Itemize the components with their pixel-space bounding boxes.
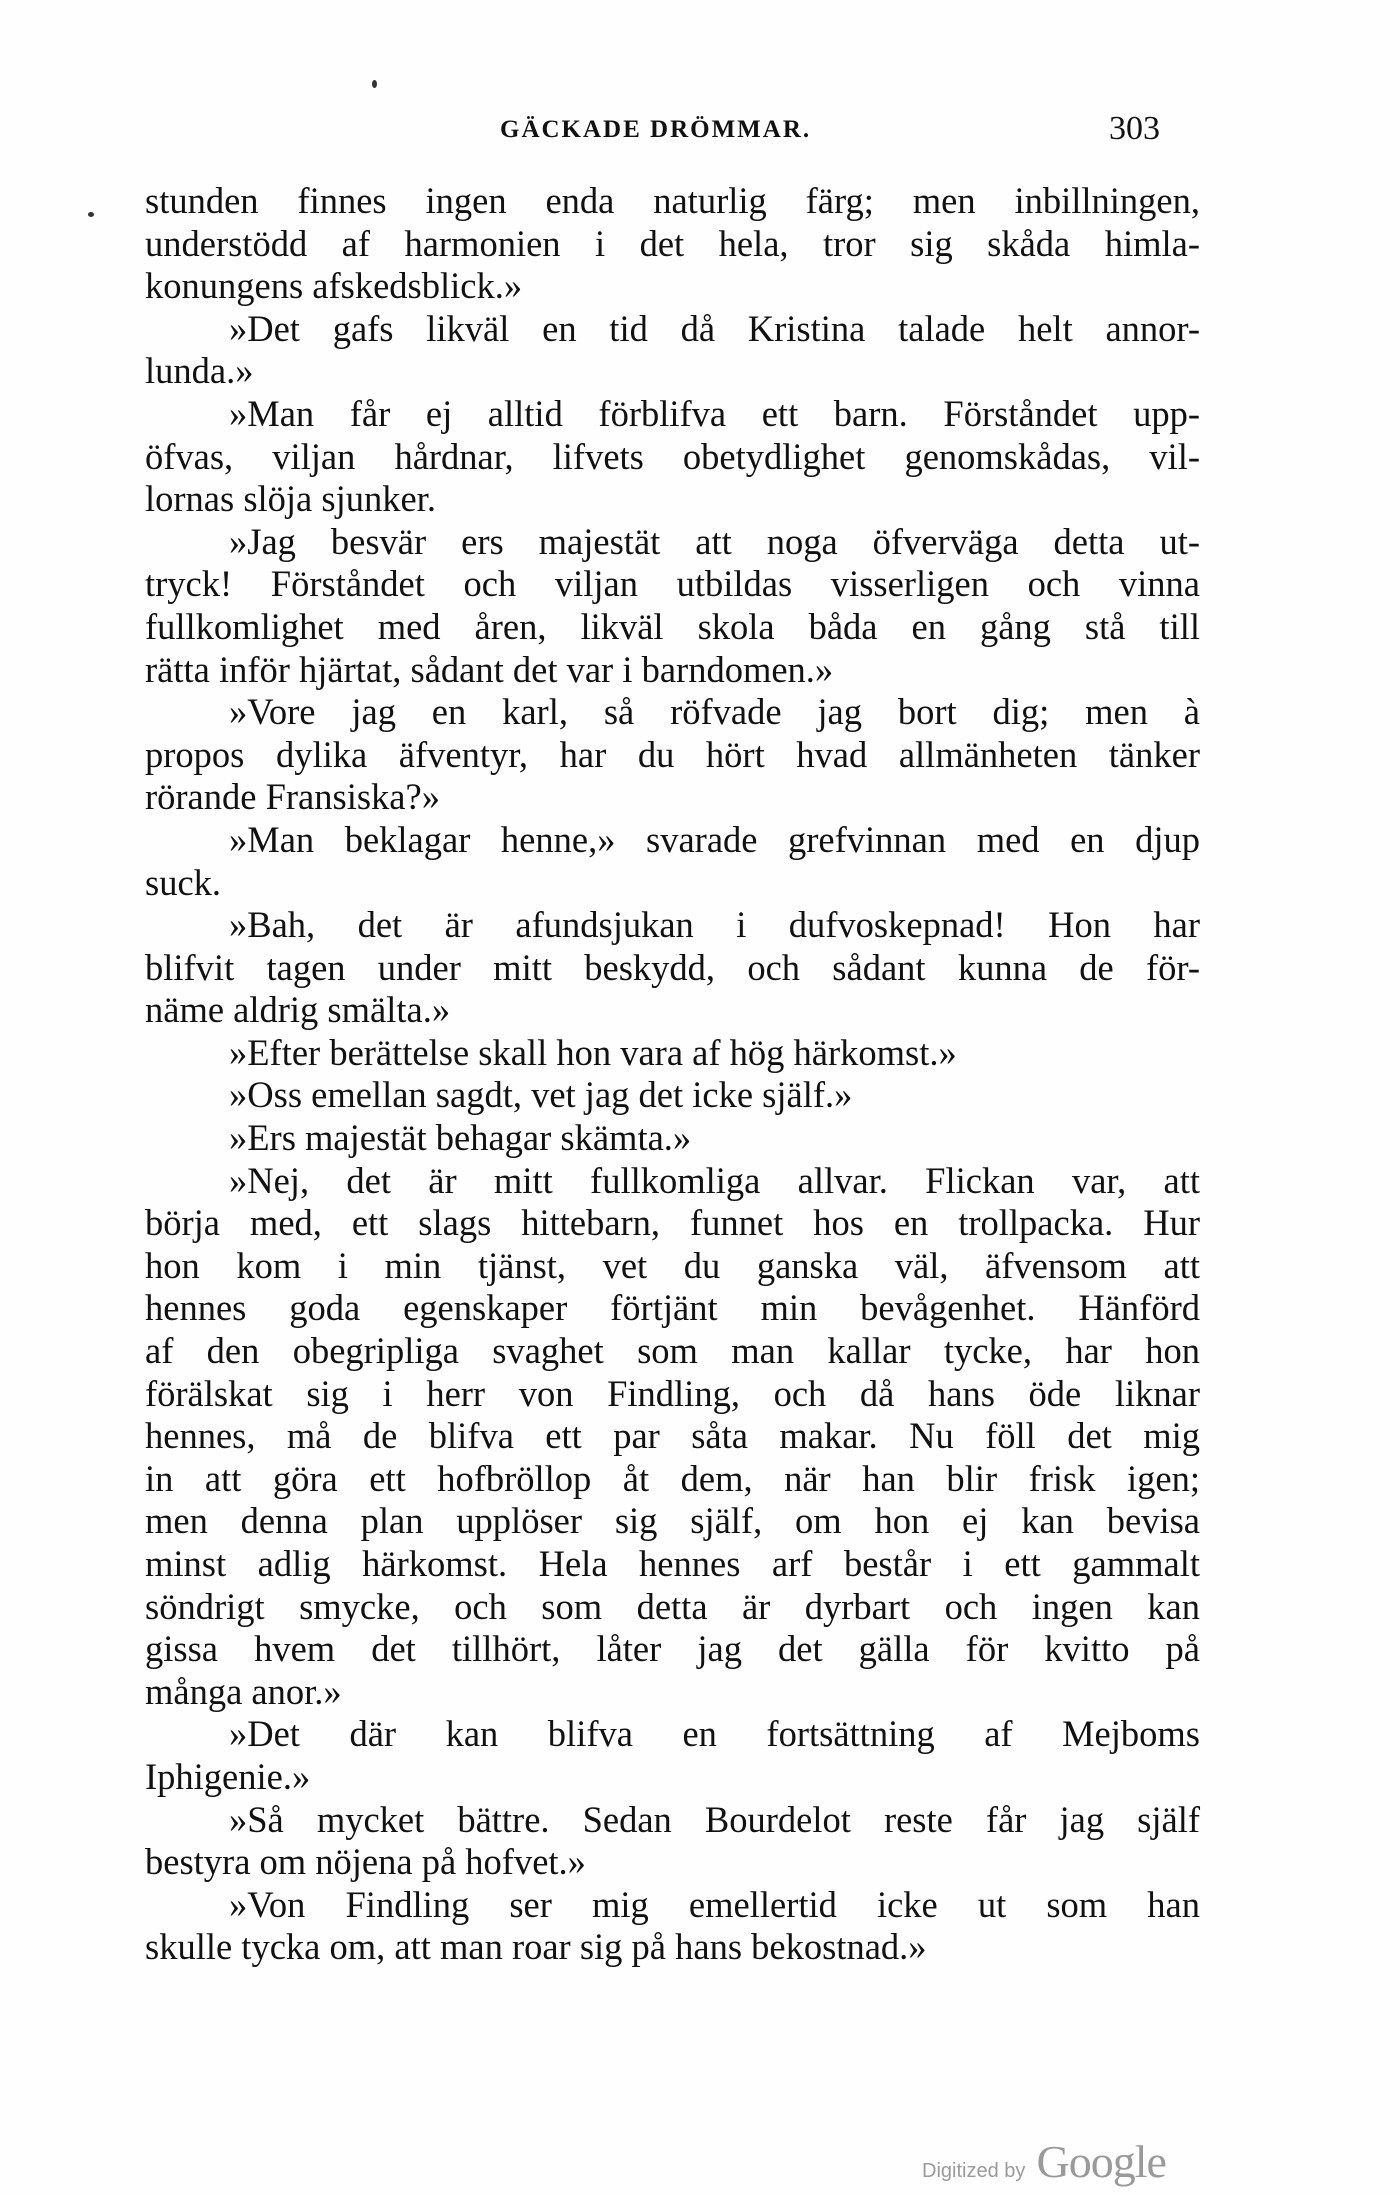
text-line: stunden finnes ingen enda naturlig färg; men inbillningen, (145, 180, 1200, 221)
text-line: »Efter berättelse skall hon vara af hög härkomst.» (229, 1031, 957, 1073)
text-line: »Det gafs likväl en tid då Kristina talade helt annor- (229, 307, 1200, 349)
text-line: »Man får ej alltid förblifva ett barn. Förståndet upp- (229, 392, 1200, 434)
ink-speck (88, 212, 94, 217)
text-line: hon kom i min tjänst, vet du ganska väl, äfvensom att (145, 1244, 1200, 1286)
text-line: gissa hvem det tillhört, låter jag det gälla för kvitto på (145, 1628, 1200, 1670)
text-line: »Oss emellan sagdt, vet jag det icke själf.» (229, 1074, 853, 1116)
text-line: skulle tycka om, att man roar sig på hans bekostnad.» (145, 1926, 927, 1968)
text-line: börja med, ett slags hittebarn, funnet hos en trollpacka. Hur (145, 1202, 1200, 1244)
text-line: minst adlig härkomst. Hela hennes arf består i ett gammalt (145, 1543, 1200, 1584)
running-head (145, 108, 1160, 152)
text-line: »Nej, det är mitt fullkomliga allvar. Flickan var, att (229, 1159, 1200, 1201)
text-line: öfvas, viljan hårdnar, lifvets obetydlighet genomskådas, vil- (145, 435, 1200, 477)
text-line: »Vore jag en karl, så röfvade jag bort dig; men à (229, 691, 1200, 733)
text-line: konungens afskedsblick.» (145, 265, 523, 307)
text-line: »Det där kan blifva en fortsättning af Mejboms (229, 1713, 1200, 1755)
digitized-by-label: Digitized by (922, 2160, 1026, 2182)
page-number: 303 (1109, 110, 1160, 147)
text-line: många anor.» (145, 1670, 342, 1712)
text-line: tryck! Förståndet och viljan utbildas visserligen och vinna (145, 563, 1200, 605)
text-line: propos dylika äfventyr, har du hört hvad allmänheten tänker (145, 733, 1200, 775)
text-line: »Så mycket bättre. Sedan Bourdelot reste får jag själf (229, 1798, 1200, 1840)
text-line: »Von Findling ser mig emellertid icke ut som han (229, 1883, 1200, 1925)
text-line: bestyra om nöjena på hofvet.» (145, 1841, 586, 1883)
text-line: af den obegripliga svaghet som man kallar tycke, har hon (145, 1330, 1200, 1372)
text-line: Iphigenie.» (145, 1755, 311, 1797)
text-line: »Ers majestät behagar skämta.» (229, 1117, 692, 1159)
text-line: »Bah, det är afundsjukan i dufvoskepnad! Hon har (229, 904, 1200, 946)
text-line: lunda.» (145, 350, 254, 392)
running-title: GÄCKADE DRÖMMAR. (500, 116, 812, 143)
text-line: fullkomlighet med åren, likväl skola båda en gång stå till (145, 605, 1200, 647)
text-line: in att göra ett hofbröllop åt dem, när han blir frisk igen; (145, 1457, 1200, 1499)
text-line: rätta inför hjärtat, sådant det var i barndomen.» (145, 648, 834, 690)
ink-speck (372, 80, 377, 88)
text-line: »Man beklagar henne,» svarade grefvinnan med en djup (229, 818, 1200, 860)
text-line: blifvit tagen under mitt beskydd, och sådant kunna de för- (145, 946, 1200, 988)
google-logo: Google (1036, 2136, 1166, 2187)
digitized-by-google-watermark (922, 2135, 1166, 2185)
body-text (145, 180, 1200, 1969)
text-line: hennes, må de blifva ett par såta makar. Nu föll det mig (145, 1415, 1200, 1457)
text-line: förälskat sig i herr von Findling, och då hans öde liknar (145, 1372, 1200, 1414)
text-line: lornas slöja sjunker. (145, 478, 436, 520)
text-line: suck. (145, 861, 222, 903)
text-line: hennes goda egenskaper förtjänt min bevågenhet. Hänförd (145, 1287, 1200, 1329)
text-line: »Jag besvär ers majestät att noga öfverväga detta ut- (229, 520, 1200, 562)
text-line: men denna plan upplöser sig själf, om hon ej kan bevisa (145, 1500, 1200, 1542)
text-line: näme aldrig smälta.» (145, 989, 451, 1031)
text-line: rörande Fransiska?» (145, 776, 440, 818)
text-line: söndrigt smycke, och som detta är dyrbart och ingen kan (145, 1585, 1200, 1627)
text-line: understödd af harmonien i det hela, tror sig skåda himla- (145, 222, 1200, 264)
